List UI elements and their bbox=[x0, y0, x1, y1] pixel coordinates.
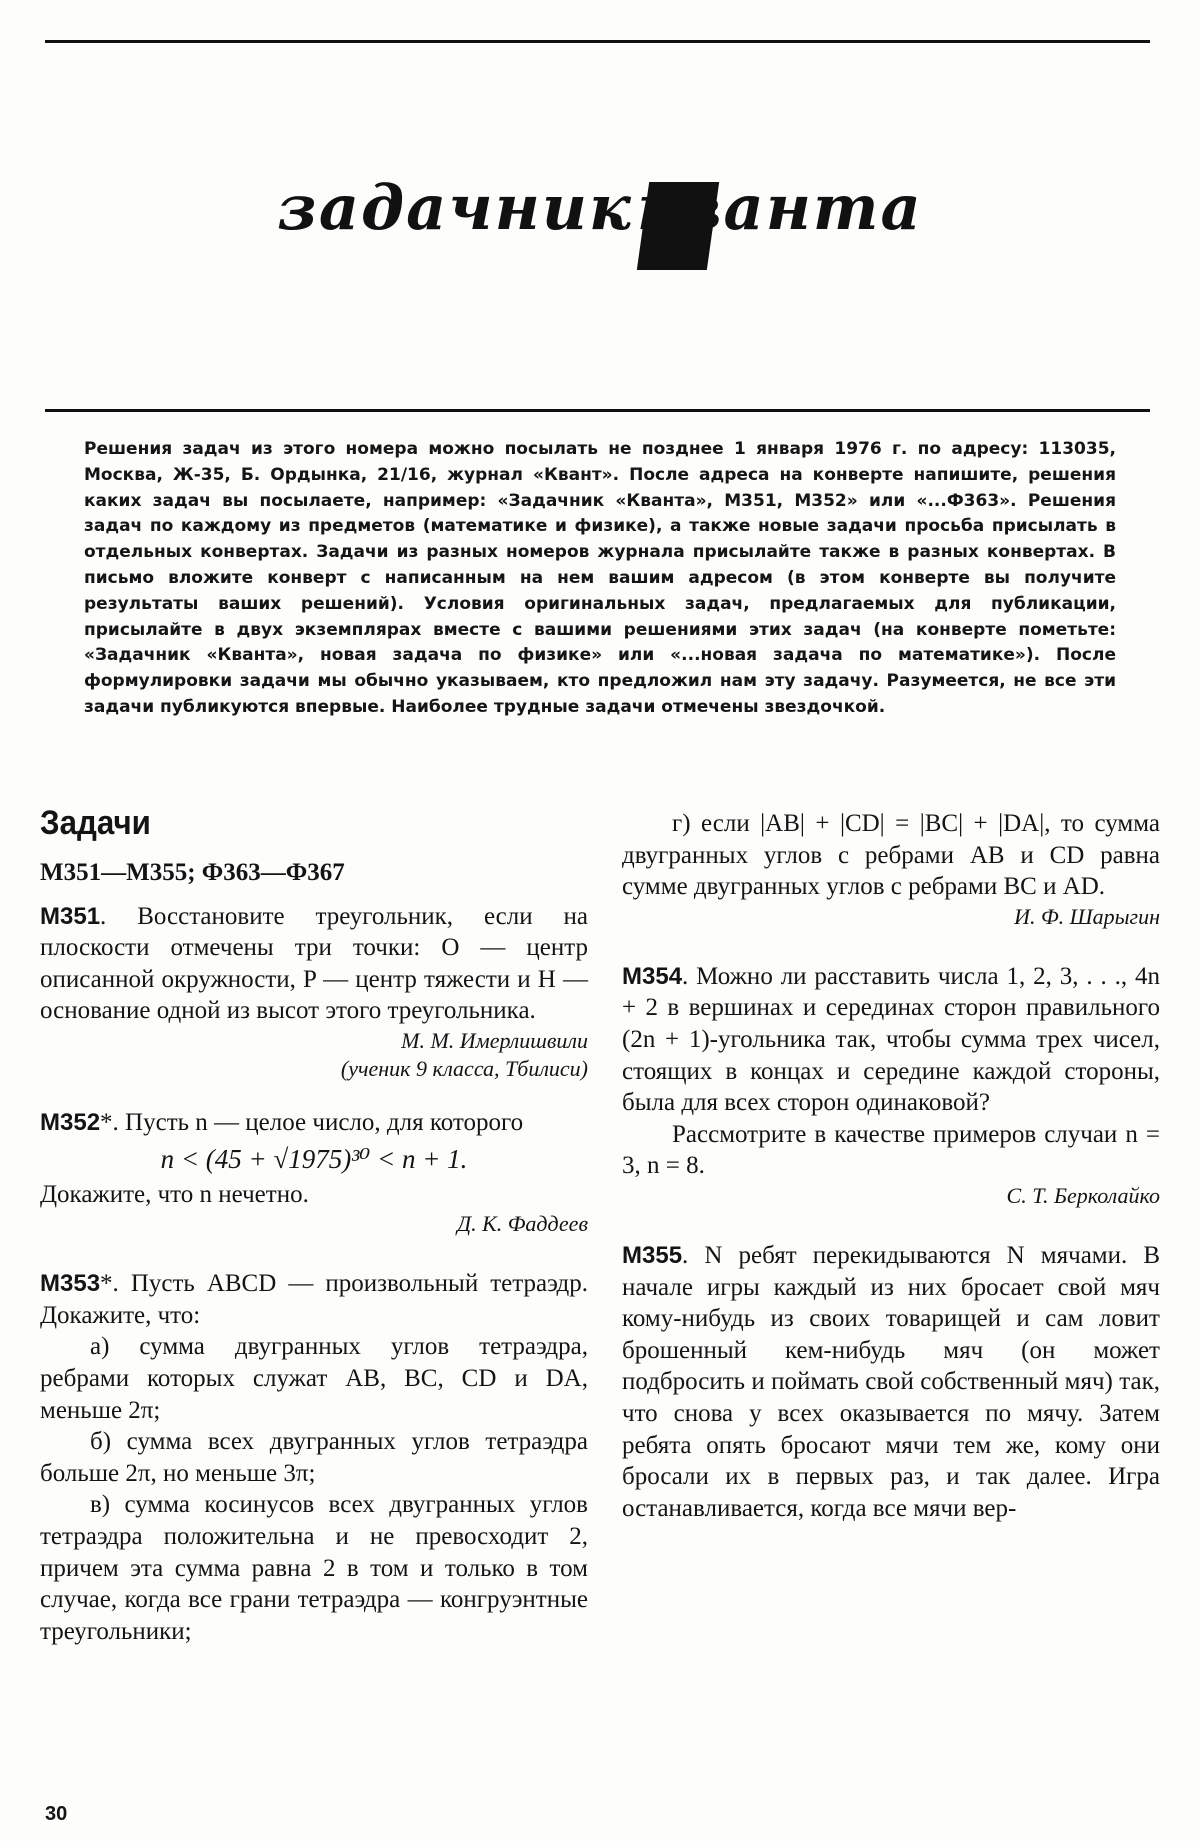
problem-m352 bbox=[40, 1107, 588, 1139]
problem-id: М351 bbox=[40, 902, 101, 930]
problem-m354 bbox=[622, 961, 1160, 1119]
problem-m353 bbox=[40, 1268, 588, 1331]
section-title: Задачи bbox=[40, 804, 151, 842]
author: Д. К. Фаддеев bbox=[457, 1211, 588, 1237]
problem-id: М353 bbox=[40, 1270, 101, 1298]
masthead bbox=[0, 168, 1200, 248]
problem-range: М351—М355; Ф363—Ф367 bbox=[40, 859, 345, 886]
formula: n < (45 + √1975)³⁰ < n + 1. bbox=[160, 1143, 468, 1174]
problem-m355 bbox=[622, 1240, 1160, 1524]
logo-word: кванта bbox=[636, 171, 923, 244]
problem-id: М355 bbox=[622, 1241, 683, 1269]
page-number: 30 bbox=[45, 1803, 68, 1825]
author: И. Ф. Шарыгин bbox=[1014, 903, 1160, 929]
problem-text: . Можно ли расставить числа 1, 2, 3, . . ., 4n + 2 в вершинах и серединах сторон правильного (2n + 1)-угольника так, чтобы сумма трех чисел, стоящих в концах и середине каждой стороны, была для всех сторон одинаковой? bbox=[622, 962, 1160, 1117]
author-note: (ученик 9 класса, Тбилиси) bbox=[340, 1055, 588, 1081]
intro-paragraph: Решения задач из этого номера можно посылать не позднее 1 января 1976 г. по адресу: 113035, Москва, Ж-35, Б. Ордынка, 21/16, журнал «Квант». После адреса на конверте напишите, решения каких задач вы посылаете, например: «Задачник «Кванта», М351, М352» или «...Ф363». Решения задач по каждому из предметов (математике и физике), а также новые задачи просьба присылать в отдельных конвертах. Задачи из разных номеров журнала присылайте также в разных конвертах. В письмо вложите конверт с написанным на нем вашим адресом (в этом конверте вы получите результаты ваших решений). Условия оригинальных задач, предлагаемых для публикации, присылайте в двух экземплярах вместе с вашими решениями этих задач (на конверте пометьте: «Задачник «Кванта», новая задача по физике» или «...новая задача по математике»). После формулировки задачи мы обычно указываем, кто предложил нам эту задачу. Разумеется, не все эти задачи публикуются впервые. Наиболее трудные задачи отмечены звездочкой. bbox=[84, 439, 1116, 717]
mid-rule bbox=[45, 409, 1150, 412]
problem-text: *. Пусть ABCD — произвольный тетраэдр. Докажите, что: bbox=[40, 1270, 588, 1329]
problem-text-2: Рассмотрите в качестве примеров случаи n = 3, n = 8. bbox=[622, 1120, 1160, 1180]
top-rule bbox=[45, 40, 1150, 43]
problem-text: . N ребят перекидываются N мячами. В начале игры каждый из них бросает свой мяч кому-нибудь из своих товарищей и сам ловит брошенный кем-нибудь мяч (он может подбросить и поймать свой собственный мяч) так, что снова у всех оказывается по мячу. Затем ребята опять бросают мячи тем же, кому они бросали их в первых раз, и так далее. Игра останавливается, когда все мячи вер- bbox=[622, 1241, 1160, 1522]
problem-id: М354 bbox=[622, 962, 683, 990]
masthead-title: задачник bbox=[277, 171, 633, 244]
problem-item-a: а) сумма двугранных углов тетраэдра, ребрами которых служат AB, BC, CD и DA, меньше 2π; bbox=[40, 1333, 588, 1424]
problem-item-d: г) если |AB| + |CD| = |BC| + |DA|, то сумма двугранных углов с ребрами AB и CD равна сумме двугранных углов с ребрами BC и AD. bbox=[622, 810, 1160, 901]
problem-id: М352 bbox=[40, 1108, 101, 1136]
problem-item-b: б) сумма всех двугранных углов тетраэдра больше 2π, но меньше 3π; bbox=[40, 1428, 588, 1487]
author: М. М. Имерлишвили bbox=[401, 1027, 588, 1053]
problem-text-2: Докажите, что n нечетно. bbox=[40, 1180, 309, 1208]
kvant-logo bbox=[637, 168, 923, 248]
author: С. Т. Берколайко bbox=[1006, 1182, 1160, 1208]
problem-m351 bbox=[40, 901, 588, 1027]
left-column bbox=[40, 803, 588, 1647]
problem-text: *. Пусть n — целое число, для которого bbox=[100, 1108, 524, 1136]
right-column bbox=[622, 808, 1160, 1524]
problem-text: . Восстановите треугольник, если на плоскости отмечены три точки: O — центр описанной окружности, P — центр тяжести и H — основание одной из высот этого треугольника. bbox=[40, 902, 588, 1025]
problem-item-c: в) сумма косинусов всех двугранных углов тетраэдра положительна и не превосходит 2, причем эта сумма равна 2 в том и только в том случае, когда все грани тетраэдра — конгруэнтные треугольники; bbox=[40, 1491, 588, 1645]
